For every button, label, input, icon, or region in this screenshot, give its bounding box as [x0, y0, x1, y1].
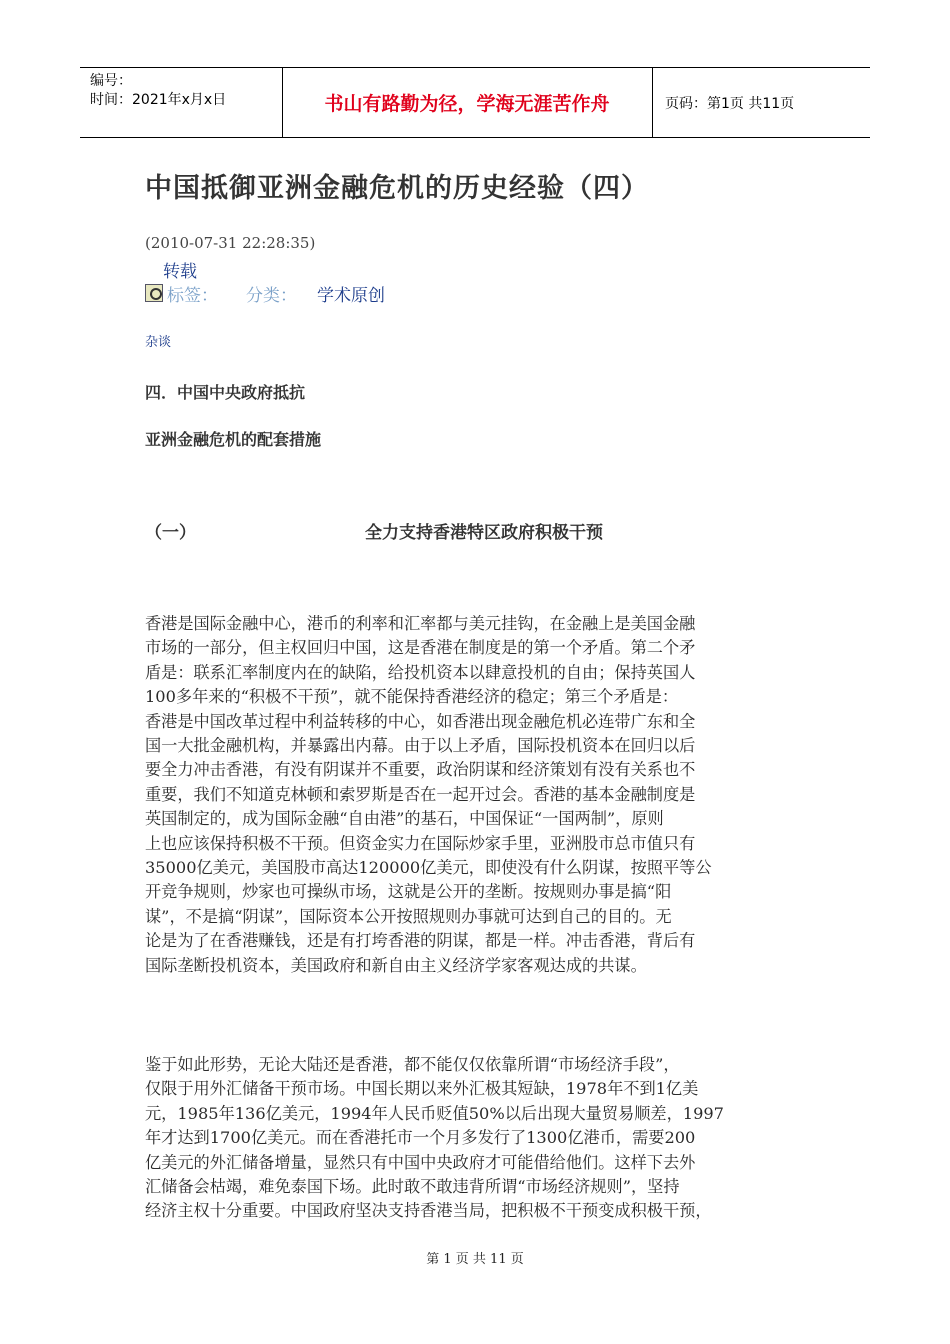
header-motto: 书山有路勤为径，学海无涯苦作舟 [324, 93, 610, 115]
header-meta [90, 72, 226, 110]
serial-label: 编号： [90, 73, 132, 89]
article-date: (2010-07-31 22:28:35) [145, 234, 316, 252]
text-line: 鉴于如此形势，无论大陆还是香港，都不能仅仅依靠所谓“市场经济手段”， [145, 1055, 680, 1074]
article-title: 中国抵御亚洲金融危机的历史经验（四） [145, 173, 649, 204]
text-line: 香港是国际金融中心，港币的利率和汇率都与美元挂钩，在金融上是美国金融 [145, 614, 696, 633]
header-divider [652, 68, 653, 137]
text-line: 国际垄断投机资本，美国政府和新自由主义经济学家客观达成的共谋。 [145, 955, 647, 975]
section-heading: 四．中国中央政府抵抗 [145, 383, 306, 402]
text-line: 盾是：联系汇率制度内在的缺陷，给投机资本以肆意投机的自由；保持英国人 [145, 662, 696, 682]
text-line: 开竞争规则，炒家也可操纵市场，这就是公开的垄断。按规则办事是搞“阳 [145, 882, 672, 902]
tag-link-zatan[interactable]: 杂谈 [145, 335, 172, 350]
text-line: 上也应该保持积极不干预。但资金实力在国际炒家手里，亚洲股市总市值只有 [145, 833, 696, 853]
text-line: 英国制定的，成为国际金融“自由港”的基石，中国保证“一国两制”，原则 [145, 809, 664, 829]
text-line: 国一大批金融机构，并暴露出内幕。由于以上矛盾，国际投机资本在回归以后 [145, 736, 696, 756]
text-line: 谋”，不是搞“阴谋”，国际资本公开按照规则办事就可达到自己的目的。无 [145, 906, 672, 926]
repost-link[interactable]: 转载 [163, 262, 197, 282]
tag-row [145, 282, 385, 304]
text-line: 经济主权十分重要。中国政府坚决支持香港当局，把积极不干预变成积极干预， [145, 1201, 712, 1221]
text-line: 35000亿美元，美国股市高达120000亿美元，即使没有什么阴谋，按照平等公 [145, 858, 712, 878]
text-line: 亿美元的外汇储备增量，显然只有中国中央政府才可能借给他们。这样下去外 [145, 1152, 696, 1172]
time-label: 时间：2021年x月x日 [90, 92, 227, 108]
paragraph-2 [145, 1053, 805, 1224]
text-line: 市场的一部分，但主权回归中国，这是香港在制度是的第一个矛盾。第二个矛 [145, 638, 696, 658]
tag-label: 标签： [167, 285, 218, 306]
tag-icon [145, 284, 163, 302]
text-line: 仅限于用外汇储备干预市场。中国长期以来外汇极其短缺，1978年不到1亿美 [145, 1079, 699, 1099]
page-footer: 第 1 页 共 11 页 [426, 1252, 524, 1267]
header-page-info: 页码：第1页 共11页 [665, 95, 795, 112]
page-header [80, 67, 870, 138]
section-heading-cont: 亚洲金融危机的配套措施 [145, 430, 322, 449]
text-line: 重要，我们不知道克林顿和索罗斯是否在一起开过会。香港的基本金融制度是 [145, 784, 696, 804]
text-line: 香港是中国改革过程中利益转移的中心，如香港出现金融危机必连带广东和全 [145, 711, 696, 731]
text-line: 汇储备会枯竭，难免泰国下场。此时敢不敢违背所谓“市场经济规则”，坚持 [145, 1177, 680, 1197]
category-link[interactable]: 学术原创 [317, 285, 385, 306]
text-line: 100多年来的“积极不干预”，就不能保持香港经济的稳定；第三个矛盾是： [145, 687, 679, 707]
text-line: 年才达到1700亿美元。而在香港托市一个月多发行了1300亿港币，需要200 [145, 1128, 696, 1148]
subsection-title: 全力支持香港特区政府积极干预 [365, 523, 603, 543]
text-line: 论是为了在香港赚钱，还是有打垮香港的阴谋，都是一样。冲击香港，背后有 [145, 931, 696, 951]
text-line: 元，1985年136亿美元，1994年人民币贬值50%以后出现大量贸易顺差，1997 [145, 1103, 724, 1123]
subsection-number: （一） [145, 523, 196, 543]
category-label: 分类： [246, 285, 297, 306]
text-line: 要全力冲击香港，有没有阴谋并不重要，政治阴谋和经济策划有没有关系也不 [145, 760, 696, 780]
paragraph-1 [145, 612, 805, 978]
